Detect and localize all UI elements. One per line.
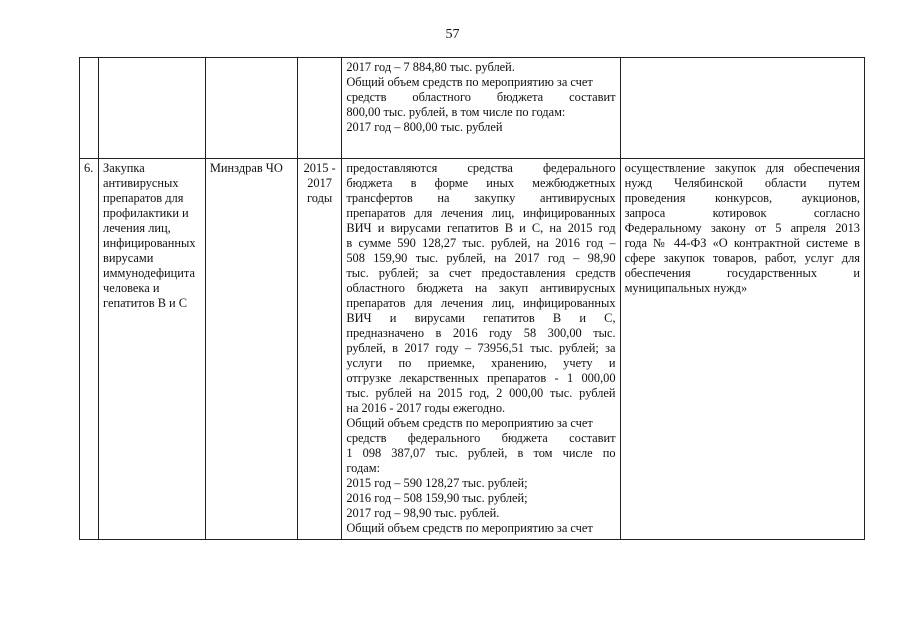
table-row-continued [80,58,865,159]
funding-line: предоставляются средства федерального [346,161,616,175]
method-line: муниципальных нужд» [624,281,748,295]
cell-measure-name [99,58,206,159]
funding-line: отгрузке лекарственных препаратов - 1 000,00 [346,371,616,385]
name-line: Закупка [103,161,145,175]
funding-line: 2015 год – 590 128,27 тыс. рублей; [346,476,528,490]
period-line: годы [306,191,333,205]
name-line: вирусами [103,251,154,265]
name-line: препаратов для [103,191,184,205]
name-line: профилактики и [103,206,189,220]
funding-line: областного бюджета на закуп антивирусных [346,281,616,295]
cell-executor: Минздрав ЧО [205,159,297,540]
period-line: 2017 [307,176,332,190]
cell-method [620,159,864,540]
funding-line: тыс. рублей; за счет предоставления средств [346,266,616,280]
funding-line: на 2016 - 2017 годы ежегодно. [346,401,506,415]
name-line: антивирусных [103,176,179,190]
method-line: обеспечения государственных и [624,266,860,280]
funding-line: 800,00 тыс. рублей, в том числе по годам: [346,105,566,119]
funding-line: годам: [346,461,381,475]
method-line: года № 44-ФЗ «О контрактной системе в [624,236,860,250]
funding-line: в сумме 590 128,27 тыс. рублей, на 2016 год – [346,236,616,250]
method-line: Федеральному закону от 5 апреля 2013 [624,221,860,235]
method-line: нужд Челябинской области путем [624,176,860,190]
cell-executor [205,58,297,159]
name-line: инфицированных [103,236,196,250]
funding-line: 1 098 387,07 тыс. рублей, в том числе по [346,446,616,460]
funding-line: Общий объем средств по мероприятию за счет [346,521,593,535]
funding-line: ВИЧ и вирусами гепатитов В и С, на 2015 год [346,221,616,235]
funding-line: 2017 год – 98,90 тыс. рублей. [346,506,500,520]
cell-number [80,58,99,159]
funding-line: средств федерального бюджета составит [346,431,616,445]
name-line: лечения лиц, [103,221,171,235]
measures-table [79,57,865,540]
funding-line: 2017 год – 7 884,80 тыс. рублей. [346,60,515,74]
cell-period [297,159,341,540]
method-line: сфере закупок товаров, работ, услуг для [624,251,860,265]
cell-method [620,58,864,159]
cell-number: 6. [80,159,99,540]
funding-line: ВИЧ и вирусами гепатитов В и С, [346,311,616,325]
funding-line: бюджета в форме иных межбюджетных [346,176,616,190]
funding-line: 508 159,90 тыс. рублей, на 2017 год – 98,90 [346,251,616,265]
table-row-6 [80,159,865,540]
funding-line: предназначено в 2016 году 58 300,00 тыс. [346,326,616,340]
funding-line: рублей, в 2017 году – 73956,51 тыс. рублей; за [346,341,616,355]
funding-line: 2017 год – 800,00 тыс. рублей [346,120,503,134]
funding-line: тыс. рублей на 2015 год, 2 000,00 тыс. рублей [346,386,616,400]
page-number: 57 [445,27,460,42]
funding-line: Общий объем средств по мероприятию за счет [346,416,593,430]
cell-funding [342,159,620,540]
funding-line: средств областного бюджета составит [346,90,616,104]
cell-funding [342,58,620,159]
funding-line: препаратов для лечения лиц, инфицированных [346,206,616,220]
funding-line: услуги по приемке, хранению, учету и [346,356,616,370]
method-line: осуществление закупок для обеспечения [624,161,860,175]
name-line: гепатитов В и С [103,296,188,310]
cell-measure-name [99,159,206,540]
method-line: запроса котировок согласно [624,206,860,220]
method-line: проведения конкурсов, аукционов, [624,191,860,205]
funding-line: 2016 год – 508 159,90 тыс. рублей; [346,491,528,505]
funding-line: препаратов для лечения лиц, инфицированных [346,296,616,310]
cell-period [297,58,341,159]
funding-line: Общий объем средств по мероприятию за счет [346,75,593,89]
funding-line: трансфертов на закупку антивирусных [346,191,616,205]
name-line: человека и [103,281,160,295]
name-line: иммунодефицита [103,266,195,280]
period-line: 2015 - [303,161,336,175]
